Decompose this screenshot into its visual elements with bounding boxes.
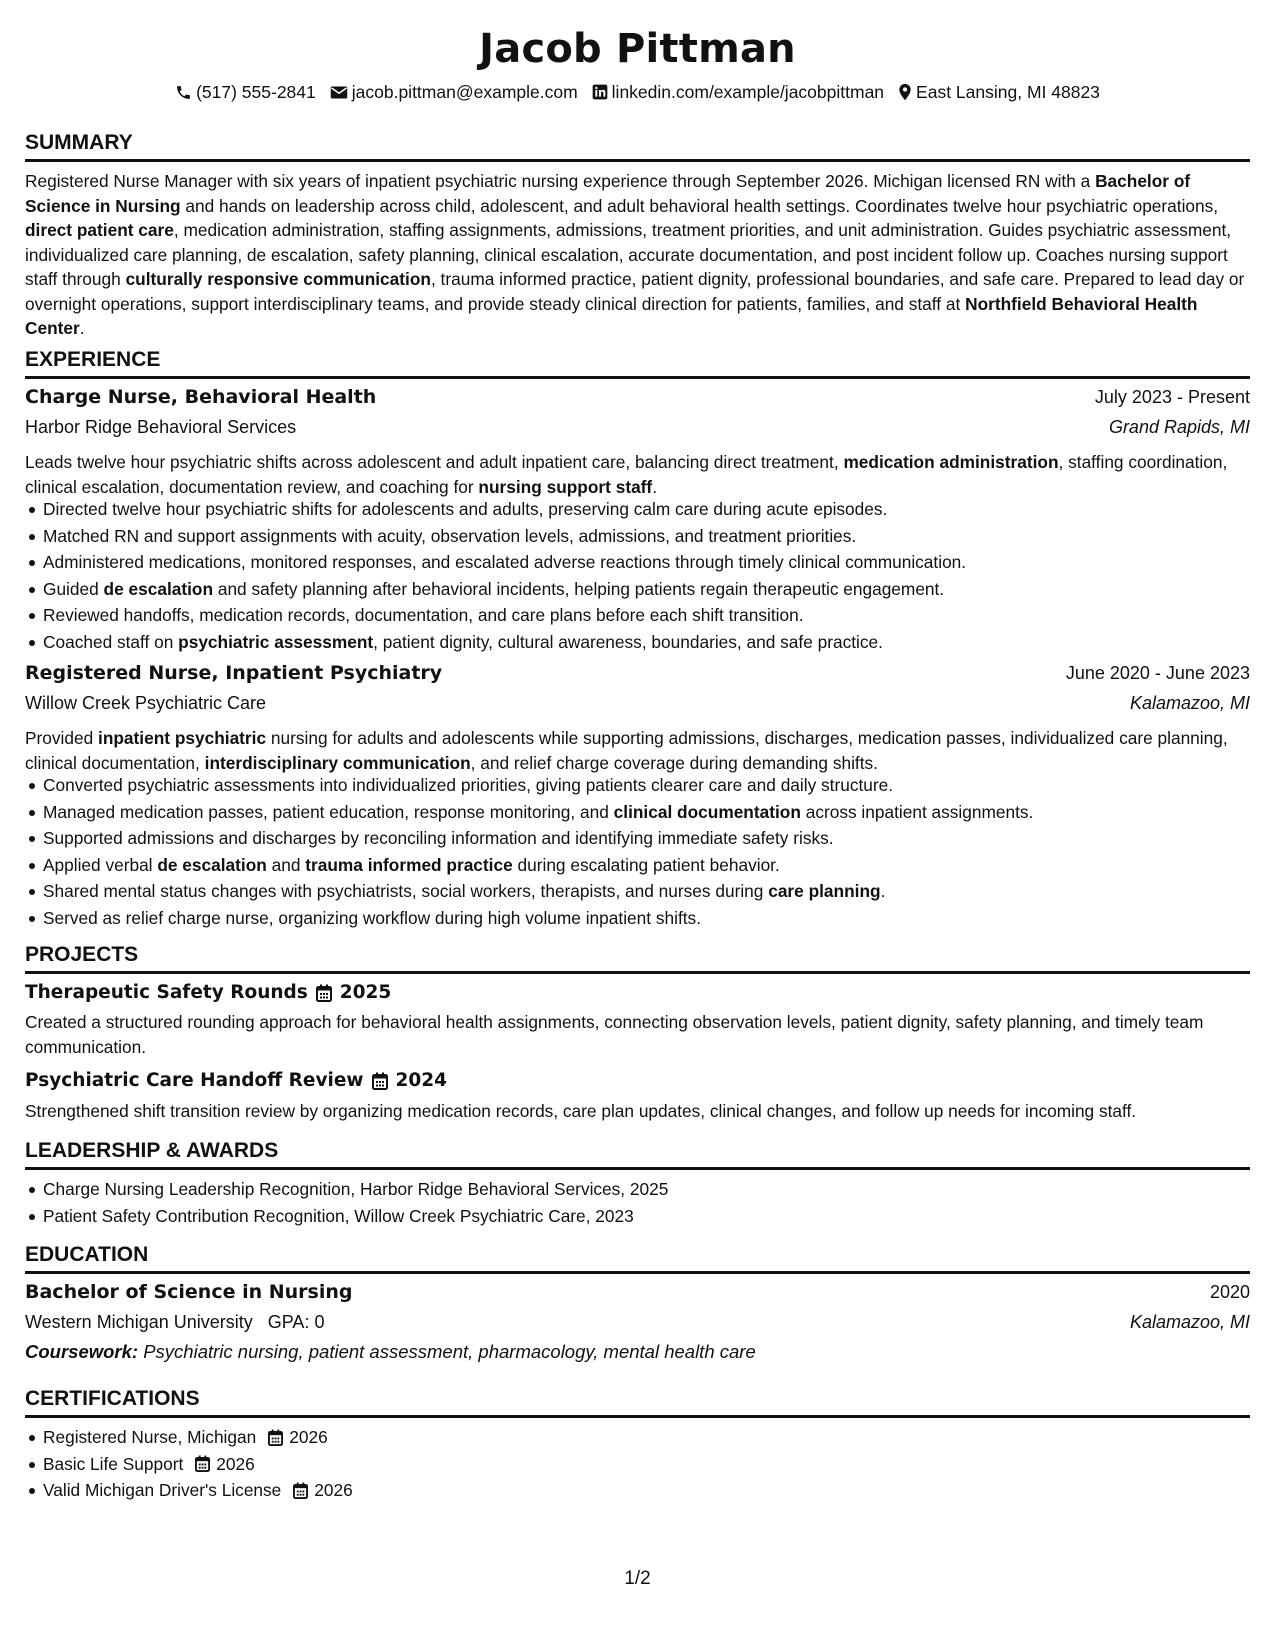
awards-list	[25, 1176, 1250, 1229]
gpa: GPA: 0	[267, 1312, 325, 1332]
section-title-education: EDUCATION	[25, 1242, 1250, 1274]
location-text: East Lansing, MI 48823	[916, 82, 1100, 102]
contact-email[interactable]	[330, 79, 578, 105]
linkedin-text: linkedin.com/example/jacobpittman	[611, 82, 885, 102]
project-name: Therapeutic Safety Rounds	[25, 982, 308, 1003]
certification-name: Basic Life Support	[43, 1453, 184, 1474]
envelope-icon	[330, 85, 348, 100]
summary-text-bold: Northfield Behavioral Health Center	[25, 293, 1198, 338]
section-title-experience: EXPERIENCE	[25, 347, 1250, 379]
school-location: Kalamazoo, MI	[1129, 1312, 1250, 1332]
job-intro-bold: medication administration	[843, 452, 1059, 472]
job-bullet	[25, 523, 1250, 550]
job-bullets	[25, 772, 1250, 931]
job-bullet	[25, 799, 1250, 826]
job-intro-run: nursing for adults and adolescents while supporting admissions, discharges, medication passes, individualized care planning, clinical documentation,	[25, 728, 1228, 773]
page-number: 1/2	[624, 1568, 651, 1589]
job-bullet	[25, 549, 1250, 576]
job-dates: June 2020 - June 2023	[1065, 663, 1250, 683]
job-dates: July 2023 - Present	[1094, 387, 1250, 407]
bullet-text-run: Supported admissions and discharges by reconciling information and identifying immediate safety risks.	[43, 828, 834, 848]
job-intro-bold: nursing support staff	[478, 476, 653, 497]
calendar-icon	[268, 1429, 283, 1446]
calendar-icon	[372, 1072, 388, 1090]
summary-text	[25, 169, 1250, 341]
education-header	[25, 1281, 1250, 1303]
degree-name: Bachelor of Science in Nursing	[25, 1281, 353, 1303]
calendar-icon	[293, 1482, 308, 1499]
job-bullet	[25, 629, 1250, 656]
certification-year: 2026	[289, 1427, 328, 1447]
job-intro-run: Leads twelve hour psychiatric shifts across adolescent and adult inpatient care, balancing direct treatment,	[25, 452, 844, 472]
linkedin-icon	[592, 84, 608, 100]
bullet-text-bold: psychiatric assessment	[178, 631, 374, 652]
job-bullet	[25, 496, 1250, 523]
job-bullet	[25, 576, 1250, 603]
school-info	[25, 1312, 324, 1333]
job-company: Harbor Ridge Behavioral Services	[25, 417, 297, 437]
phone-text: (517) 555-2841	[196, 82, 316, 102]
bullet-text-run: Applied verbal	[43, 854, 158, 875]
job-title: Charge Nurse, Behavioral Health	[25, 386, 377, 408]
bullet-text-run: .	[880, 881, 886, 901]
project-title	[25, 982, 391, 1003]
summary-text-bold: Bachelor of Science in Nursing	[25, 171, 1191, 216]
job-bullet	[25, 905, 1250, 932]
job-intro-bold: interdisciplinary communication	[204, 752, 471, 773]
certification-item	[25, 1424, 1250, 1451]
project-title	[25, 1070, 447, 1091]
award-item: Charge Nursing Leadership Recognition, Harbor Ridge Behavioral Services, 2025	[25, 1176, 1250, 1203]
section-title-projects: PROJECTS	[25, 942, 1250, 974]
summary-text-bold: culturally responsive communication	[125, 269, 431, 289]
section-title-summary: SUMMARY	[25, 130, 1250, 162]
coursework-text: Psychiatric nursing, patient assessment, pharmacology, mental health care	[143, 1341, 756, 1362]
job-intro-run: , and relief charge coverage during demanding shifts.	[470, 752, 878, 773]
school-name: Western Michigan University	[25, 1312, 253, 1332]
bullet-text-run: and safety planning after behavioral incidents, helping patients regain therapeutic engagement.	[213, 578, 945, 599]
bullet-text-run: Shared mental status changes with psychiatrists, social workers, therapists, and nurses during	[43, 881, 769, 901]
certification-line	[43, 1424, 328, 1451]
certification-item	[25, 1451, 1250, 1478]
certification-name: Valid Michigan Driver's License	[43, 1480, 282, 1500]
bullet-text-run: Served as relief charge nurse, organizing workflow during high volume inpatient shifts.	[43, 907, 701, 928]
phone-icon	[175, 84, 192, 101]
certification-year: 2026	[314, 1480, 353, 1500]
job-bullet	[25, 602, 1250, 629]
bullet-text-run: Coached staff on	[43, 631, 179, 652]
summary-text-run: , medication administration, staffing assignments, admissions, treatment priorities, and unit administration. Guides psychiatric assessment, individualized care planning, de escalation, safety planning, clinical escalation, accurate documentation, and post incident follow up. Coaches nursing support staff through	[25, 220, 1232, 289]
graduation-year: 2020	[1209, 1282, 1250, 1302]
bullet-text-run: Matched RN and support assignments with acuity, observation levels, admissions, and treatment priorities.	[43, 525, 857, 546]
section-title-awards: LEADERSHIP & AWARDS	[25, 1138, 1250, 1170]
candidate-name: Jacob Pittman	[479, 26, 796, 72]
bullet-text-bold: care planning	[768, 881, 881, 901]
job-subheader	[25, 693, 1250, 714]
calendar-icon	[195, 1455, 210, 1472]
summary-text-run: .	[79, 318, 85, 338]
certification-item	[25, 1477, 1250, 1504]
job-bullet	[25, 878, 1250, 905]
certifications-list	[25, 1424, 1250, 1504]
certification-line	[43, 1477, 353, 1504]
bullet-text-run: Managed medication passes, patient education, response monitoring, and	[43, 801, 614, 822]
job-intro-run: , staffing coordination, clinical escalation, documentation review, and coaching for	[25, 452, 1228, 497]
job-header	[25, 662, 1250, 684]
job-header	[25, 386, 1250, 408]
job-intro-run: Provided	[25, 728, 99, 748]
certification-year: 2026	[216, 1453, 255, 1474]
summary-text-run: and hands on leadership across child, adolescent, and adult behavioral health settings. Coordinates twelve hour psychiatric operations,	[180, 195, 1219, 216]
email-text: jacob.pittman@example.com	[351, 82, 578, 102]
project-description: Strengthened shift transition review by organizing medication records, care plan updates, clinical changes, and follow up needs for incoming staff.	[25, 1101, 1137, 1121]
bullet-text-bold: trauma informed practice	[305, 854, 513, 875]
bullet-text-run: and	[266, 854, 306, 875]
job-title: Registered Nurse, Inpatient Psychiatry	[25, 662, 443, 684]
bullet-text-bold: de escalation	[103, 578, 214, 599]
job-intro-bold: inpatient psychiatric	[98, 728, 267, 748]
bullet-text-run: , patient dignity, cultural awareness, boundaries, and safe practice.	[373, 631, 883, 652]
job-company: Willow Creek Psychiatric Care	[25, 693, 267, 713]
bullet-text-run: Reviewed handoffs, medication records, documentation, and care plans before each shift transition.	[43, 605, 804, 625]
bullet-text-bold: de escalation	[157, 854, 267, 875]
coursework-label: Coursework:	[25, 1341, 139, 1362]
map-pin-icon	[898, 83, 912, 101]
award-item: Patient Safety Contribution Recognition, Willow Creek Psychiatric Care, 2023	[25, 1203, 1250, 1230]
job-bullet	[25, 852, 1250, 879]
summary-text-bold: direct patient care	[25, 220, 174, 240]
project-year: 2025	[339, 982, 392, 1003]
contact-linkedin[interactable]	[592, 79, 884, 105]
bullet-text-run: across inpatient assignments.	[800, 801, 1034, 822]
job-intro	[25, 450, 1250, 499]
contact-phone	[175, 79, 316, 105]
job-intro	[25, 726, 1250, 775]
contact-location	[898, 79, 1100, 105]
coursework	[25, 1341, 756, 1363]
calendar-icon	[316, 984, 332, 1002]
project-description: Created a structured rounding approach for behavioral health assignments, connecting observation levels, patient dignity, safety planning, and timely team communication.	[25, 1012, 1204, 1057]
contact-bar	[0, 79, 1275, 105]
job-bullet	[25, 825, 1250, 852]
certification-name: Registered Nurse, Michigan	[43, 1427, 257, 1447]
project-year: 2024	[395, 1070, 448, 1091]
job-bullets	[25, 496, 1250, 655]
bullet-text-run: Directed twelve hour psychiatric shifts for adolescents and adults, preserving calm care during acute episodes.	[43, 499, 888, 519]
bullet-text-run: Guided	[43, 578, 104, 599]
bullet-text-run: during escalating patient behavior.	[512, 854, 780, 875]
job-intro-run: .	[652, 476, 658, 497]
bullet-text-bold: clinical documentation	[613, 801, 801, 822]
summary-text-run: Registered Nurse Manager with six years of inpatient psychiatric nursing experience through September 2026. Michigan licensed RN with a	[25, 171, 1096, 191]
project-name: Psychiatric Care Handoff Review	[25, 1070, 364, 1091]
job-location: Grand Rapids, MI	[1108, 417, 1250, 437]
job-location: Kalamazoo, MI	[1129, 693, 1250, 713]
education-subheader	[25, 1312, 1250, 1333]
job-subheader	[25, 417, 1250, 438]
bullet-text-run: Converted psychiatric assessments into individualized priorities, giving patients clearer care and daily structure.	[43, 775, 894, 795]
certification-line	[43, 1451, 255, 1478]
job-bullet	[25, 772, 1250, 799]
bullet-text-run: Administered medications, monitored responses, and escalated adverse reactions through timely clinical communication.	[43, 552, 967, 572]
summary-text-run: , trauma informed practice, patient dignity, professional boundaries, and safe care. Prepared to lead day or overnight operations, support interdisciplinary teams, and provide steady clinical direction for patients, families, and staff at	[25, 269, 1245, 314]
section-title-certifications: CERTIFICATIONS	[25, 1386, 1250, 1418]
